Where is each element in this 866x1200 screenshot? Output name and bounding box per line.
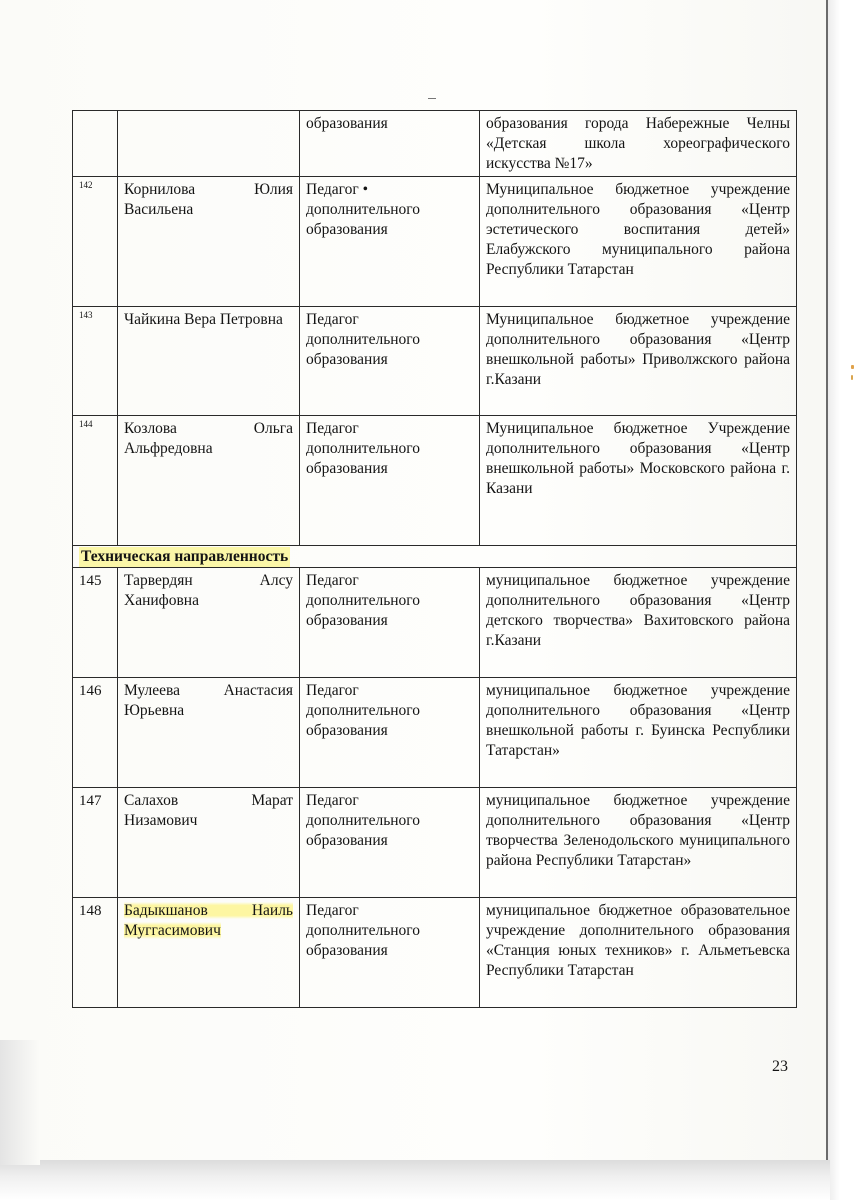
table-row	[73, 568, 797, 678]
row-position: Педагог дополнительного образования	[300, 568, 480, 678]
row-number	[73, 111, 118, 177]
row-name	[118, 111, 300, 177]
page-edge-right	[826, 0, 866, 1200]
row-number: 145	[73, 568, 118, 678]
organization-text: образования города Набережные Челны «Детская школа хореографического искусства №17»	[486, 115, 790, 172]
row-number: 144	[73, 416, 118, 546]
scan-mark	[428, 98, 436, 99]
row-position: Педагог • дополнительного образования	[300, 177, 480, 307]
section-title: Техническая направленность	[81, 548, 289, 565]
section-header-cell	[73, 546, 797, 568]
row-name: Чайкина Вера Петровна	[118, 307, 300, 416]
row-organization: Муниципальное бюджетное учреждение дополнительного образования «Центр внешкольной работы» Приволжского района г.Казани	[480, 307, 797, 416]
staff-table	[72, 110, 797, 1008]
highlighted-name: Бадыкшанов Наиль Муггасимович	[124, 902, 293, 939]
row-position: Педагог дополнительного образования	[300, 898, 480, 1008]
row-organization: муниципальное бюджетное образовательное учреждение дополнительного образования «Станция юных техников» г. Альметьевска Республики Татарстан	[480, 898, 797, 1008]
row-name: Козлова Ольга Альфредовна	[118, 416, 300, 546]
scan-speck	[851, 365, 854, 369]
row-position: Педагог дополнительного образования	[300, 678, 480, 788]
table-row	[73, 678, 797, 788]
row-number: 147	[73, 788, 118, 898]
table-row-continuation	[73, 111, 797, 177]
row-number: 148	[73, 898, 118, 1008]
row-number: 143	[73, 307, 118, 416]
table-row	[73, 177, 797, 307]
row-name: Мулеева Анастасия Юрьевна	[118, 678, 300, 788]
row-name	[118, 898, 300, 1008]
row-organization	[480, 111, 797, 177]
scan-speck	[851, 375, 853, 380]
row-position: Педагог дополнительного образования	[300, 788, 480, 898]
page-edge-bottom	[0, 1160, 830, 1200]
row-position: Педагог дополнительного образования	[300, 307, 480, 416]
table-row	[73, 307, 797, 416]
row-name: Тарвердян Алсу Ханифовна	[118, 568, 300, 678]
row-number: 142	[73, 177, 118, 307]
row-organization: муниципальное бюджетное учреждение дополнительного образования «Центр внешкольной работы г. Буинска Республики Татарстан»	[480, 678, 797, 788]
row-organization: Муниципальное бюджетное Учреждение дополнительного образования «Центр внешкольной работы» Московского района г. Казани	[480, 416, 797, 546]
row-organization: муниципальное бюджетное учреждение дополнительного образования «Центр детского творчества» Вахитовского района г.Казани	[480, 568, 797, 678]
table-row	[73, 898, 797, 1008]
page-number: 23	[772, 1058, 788, 1075]
row-position: Педагог дополнительного образования	[300, 416, 480, 546]
section-header-row	[73, 546, 797, 568]
table-row	[73, 416, 797, 546]
page-edge-left	[0, 1040, 40, 1165]
row-organization: Муниципальное бюджетное учреждение дополнительного образования «Центр эстетического воспитания детей» Елабужского муниципального района Республики Татарстан	[480, 177, 797, 307]
row-number: 146	[73, 678, 118, 788]
table-row	[73, 788, 797, 898]
row-position: образования	[300, 111, 480, 177]
row-organization: муниципальное бюджетное учреждение дополнительного образования «Центр творчества Зеленодольского муниципального района Республики Татарстан»	[480, 788, 797, 898]
row-name: Салахов Марат Низамович	[118, 788, 300, 898]
row-name: Корнилова Юлия Васильена	[118, 177, 300, 307]
